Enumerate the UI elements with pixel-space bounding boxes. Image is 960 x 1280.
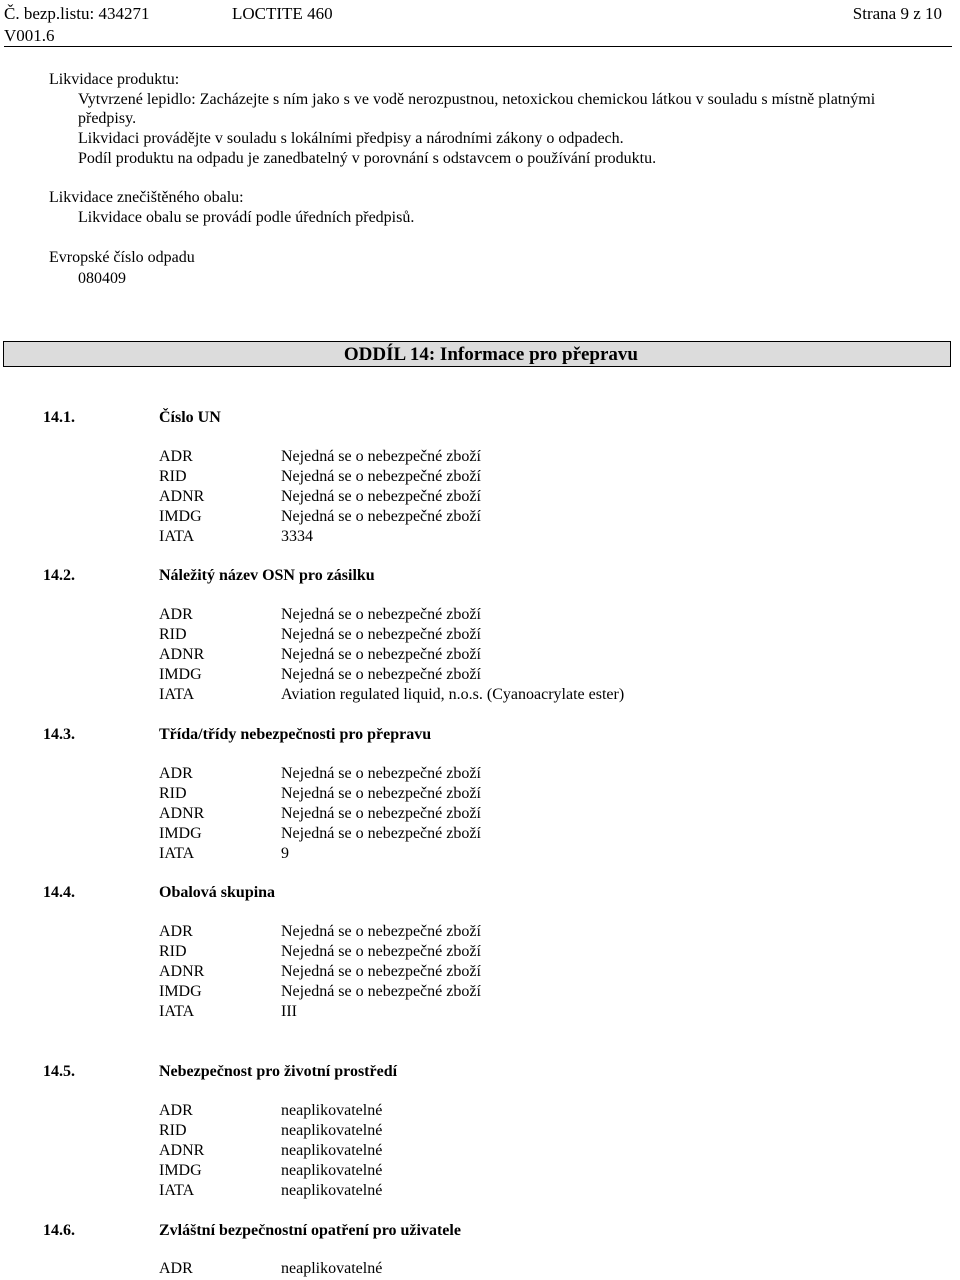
subsection-title: Třída/třídy nebezpečnosti pro přepravu — [159, 726, 432, 743]
waste-code-heading: Evropské číslo odpadu — [49, 249, 195, 266]
transport-mode: IMDG — [159, 666, 202, 683]
transport-mode: IATA — [159, 1182, 195, 1199]
transport-mode: IMDG — [159, 1162, 202, 1179]
transport-mode: ADNR — [159, 646, 205, 663]
transport-mode: ADR — [159, 923, 193, 940]
transport-mode: ADR — [159, 606, 193, 623]
transport-mode: IMDG — [159, 825, 202, 842]
subsection-number: 14.2. — [43, 567, 75, 584]
transport-mode: IMDG — [159, 983, 202, 1000]
transport-mode: IATA — [159, 1003, 195, 1020]
page-number: Strana 9 z 10 — [852, 4, 942, 23]
transport-value: Nejedná se o nebezpečné zboží — [281, 468, 481, 485]
transport-value: III — [281, 1003, 297, 1020]
transport-mode: RID — [159, 943, 187, 960]
transport-value: Nejedná se o nebezpečné zboží — [281, 488, 481, 505]
transport-mode: ADNR — [159, 1142, 205, 1159]
transport-mode: ADNR — [159, 488, 205, 505]
subsection-title: Nebezpečnost pro životní prostředí — [159, 1063, 398, 1080]
packaging-line: Likvidace obalu se provádí podle úředních předpisů. — [78, 209, 415, 226]
transport-value: Nejedná se o nebezpečné zboží — [281, 606, 481, 623]
transport-mode: RID — [159, 468, 187, 485]
transport-value: neaplikovatelné — [281, 1162, 383, 1179]
doc-version: V001.6 — [4, 26, 55, 45]
product-name: LOCTITE 460 — [232, 4, 333, 23]
transport-value: Nejedná se o nebezpečné zboží — [281, 943, 481, 960]
transport-mode: IMDG — [159, 508, 202, 525]
subsection-title: Zvláštní bezpečnostní opatření pro uživatele — [159, 1222, 461, 1239]
transport-value: Nejedná se o nebezpečné zboží — [281, 646, 481, 663]
transport-value: Aviation regulated liquid, n.o.s. (Cyanoacrylate ester) — [281, 686, 625, 703]
header-divider — [4, 46, 952, 47]
disposal-line: Vytvrzené lepidlo: Zacházejte s ním jako s ve vodě nerozpustnou, netoxickou chemickou látkou v souladu s místně platnými — [78, 91, 876, 108]
transport-value: Nejedná se o nebezpečné zboží — [281, 626, 481, 643]
transport-value: Nejedná se o nebezpečné zboží — [281, 448, 481, 465]
transport-value: 9 — [281, 845, 289, 862]
transport-mode: RID — [159, 1122, 187, 1139]
subsection-number: 14.3. — [43, 726, 75, 743]
transport-mode: ADR — [159, 448, 193, 465]
subsection-title: Náležitý název OSN pro zásilku — [159, 567, 375, 584]
transport-mode: RID — [159, 785, 187, 802]
transport-value: neaplikovatelné — [281, 1122, 383, 1139]
subsection-number: 14.1. — [43, 409, 75, 426]
transport-mode: ADNR — [159, 963, 205, 980]
transport-value: neaplikovatelné — [281, 1102, 383, 1119]
transport-value: Nejedná se o nebezpečné zboží — [281, 983, 481, 1000]
transport-mode: IATA — [159, 528, 195, 545]
transport-value: neaplikovatelné — [281, 1182, 383, 1199]
transport-mode: ADNR — [159, 805, 205, 822]
transport-value: Nejedná se o nebezpečné zboží — [281, 508, 481, 525]
transport-value: neaplikovatelné — [281, 1260, 383, 1277]
transport-value: Nejedná se o nebezpečné zboží — [281, 923, 481, 940]
packaging-heading: Likvidace znečištěného obalu: — [49, 189, 244, 206]
transport-mode: IATA — [159, 686, 195, 703]
subsection-number: 14.4. — [43, 884, 75, 901]
subsection-title: Číslo UN — [159, 409, 221, 426]
transport-value: Nejedná se o nebezpečné zboží — [281, 963, 481, 980]
transport-value: Nejedná se o nebezpečné zboží — [281, 805, 481, 822]
transport-value: Nejedná se o nebezpečné zboží — [281, 765, 481, 782]
transport-mode: RID — [159, 626, 187, 643]
transport-value: Nejedná se o nebezpečné zboží — [281, 825, 481, 842]
transport-mode: ADR — [159, 1260, 193, 1277]
subsection-number: 14.6. — [43, 1222, 75, 1239]
transport-mode: ADR — [159, 765, 193, 782]
transport-mode: IATA — [159, 845, 195, 862]
subsection-number: 14.5. — [43, 1063, 75, 1080]
disposal-line: Likvidaci provádějte v souladu s lokálními předpisy a národními zákony o odpadech. — [78, 130, 624, 147]
section-14-bar — [3, 341, 951, 367]
subsection-title: Obalová skupina — [159, 884, 276, 901]
disposal-line: předpisy. — [78, 110, 137, 127]
transport-mode: ADR — [159, 1102, 193, 1119]
disposal-product-heading: Likvidace produktu: — [49, 71, 180, 88]
doc-number: Č. bezp.listu: 434271 — [4, 4, 150, 23]
transport-value: 3334 — [281, 528, 313, 545]
disposal-line: Podíl produktu na odpadu je zanedbatelný v porovnání s odstavcem o používání produktu. — [78, 150, 657, 167]
section-title: ODDÍL 14: Informace pro přepravu — [343, 344, 638, 365]
transport-value: Nejedná se o nebezpečné zboží — [281, 785, 481, 802]
waste-code: 080409 — [78, 270, 126, 287]
transport-value: neaplikovatelné — [281, 1142, 383, 1159]
transport-value: Nejedná se o nebezpečné zboží — [281, 666, 481, 683]
